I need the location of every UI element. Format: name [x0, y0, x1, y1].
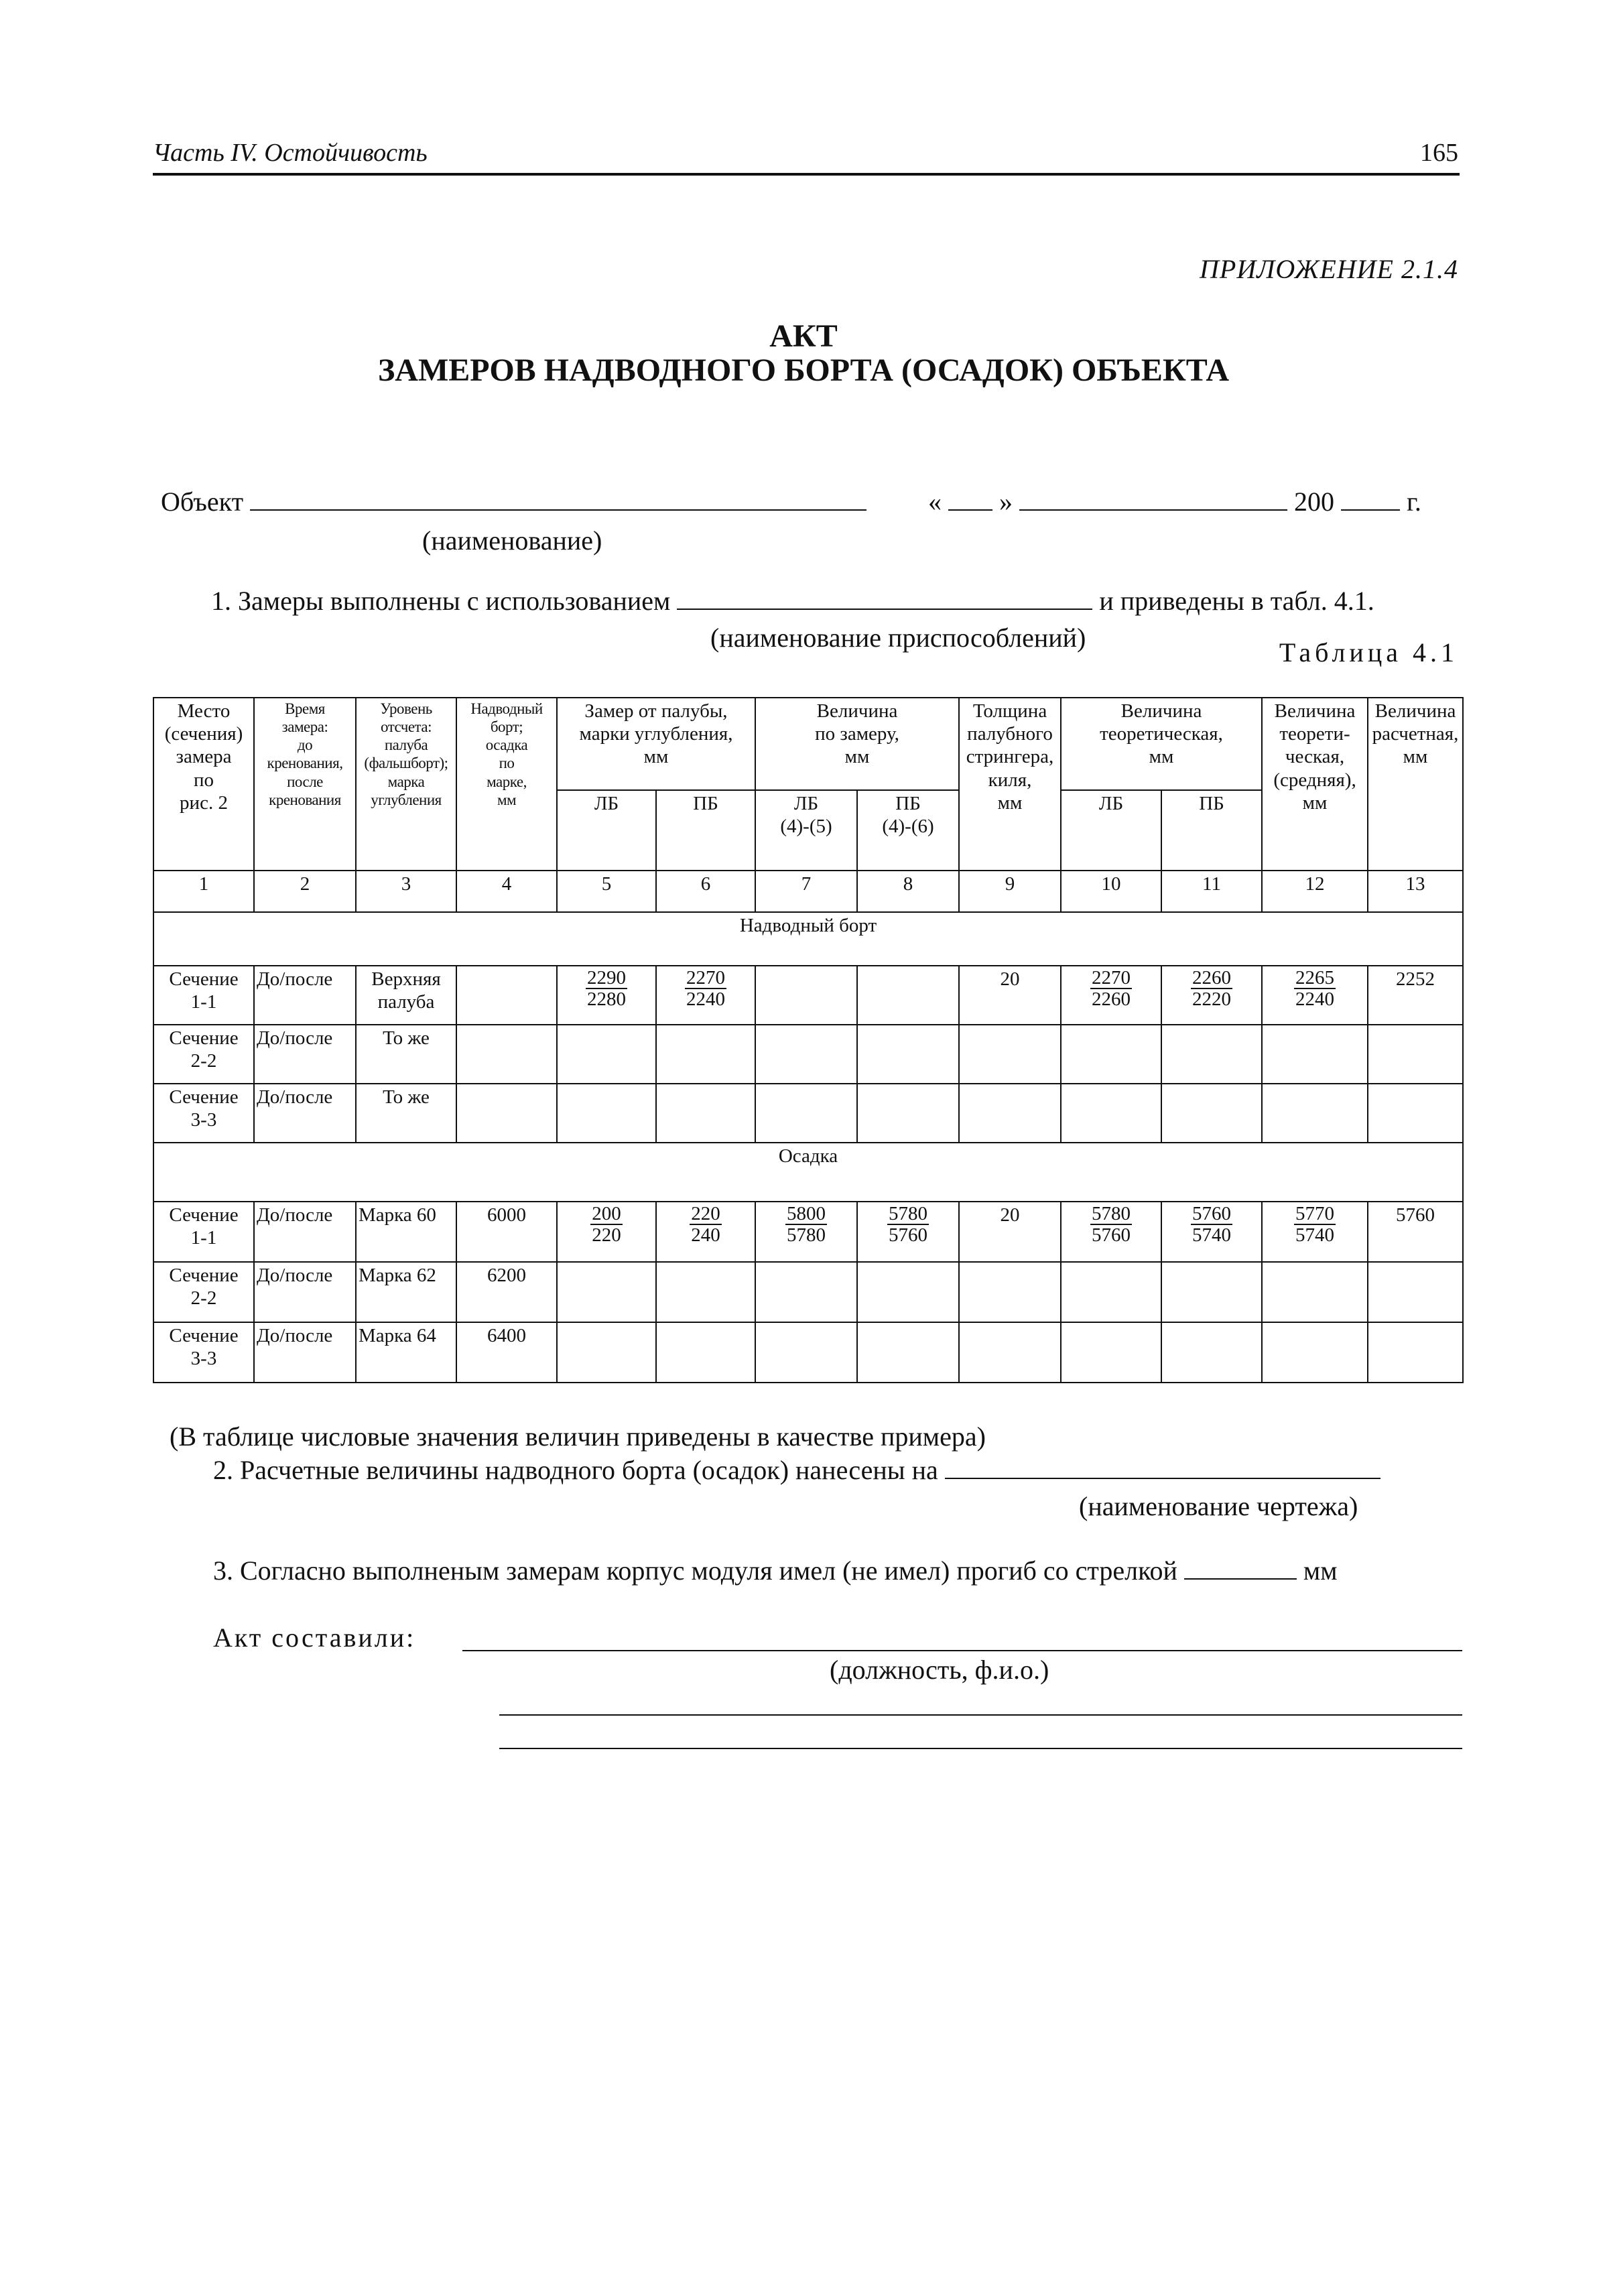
item1-text: 1. Замеры выполнены с использованием — [211, 586, 671, 616]
header-theoretical-average: Величина теорети- ческая, (средняя), мм — [1262, 698, 1368, 871]
year-field[interactable] — [1341, 487, 1400, 511]
header-freeboard-draft: Надводный борт; осадка по марке, мм — [456, 698, 557, 871]
cell-time: До/после — [254, 1322, 356, 1383]
cell-place: Сечение 1-1 — [153, 1202, 254, 1262]
header-pb-46: ПБ (4)-(6) — [857, 790, 959, 871]
cell-c9 — [959, 1262, 1061, 1322]
year-suffix: г. — [1407, 487, 1421, 517]
cell-c12 — [1262, 1262, 1368, 1322]
cell-c11 — [1161, 1025, 1262, 1084]
cell-c4 — [456, 966, 557, 1025]
cell-c8 — [857, 1025, 959, 1084]
object-line — [161, 486, 866, 517]
col-number: 11 — [1161, 871, 1262, 912]
col-number: 8 — [857, 871, 959, 912]
page-number: 165 — [1420, 139, 1458, 167]
cell-c9: 20 — [959, 1202, 1061, 1262]
table-row — [153, 966, 1463, 1025]
header-calculated-value: Величина расчетная, мм — [1368, 698, 1463, 871]
fraction-num: 5780 — [889, 1203, 927, 1224]
cell-c11 — [1161, 1202, 1262, 1262]
cell-c4: 6000 — [456, 1202, 557, 1262]
table-row — [153, 1025, 1463, 1084]
cell-c7 — [755, 1262, 857, 1322]
cell-c7 — [755, 1084, 857, 1143]
cell-c5 — [557, 1084, 656, 1143]
cell-level: Марка 60 — [356, 1202, 456, 1262]
item3-line — [213, 1555, 1338, 1586]
month-field[interactable] — [1019, 487, 1287, 511]
col-number: 3 — [356, 871, 456, 912]
table-row — [153, 1202, 1463, 1262]
cell-c7 — [755, 966, 857, 1025]
col-number: 2 — [254, 871, 356, 912]
header-measured-value: Величина по замеру, мм — [755, 698, 959, 790]
date-line — [928, 486, 1421, 517]
header-place: Место (сечения) замера по рис. 2 — [153, 698, 254, 871]
fraction — [685, 968, 726, 1010]
cell-c5 — [557, 1262, 656, 1322]
fraction-den: 5740 — [1295, 1224, 1335, 1247]
cell-c11 — [1161, 1322, 1262, 1383]
cell-place: Сечение 3-3 — [153, 1084, 254, 1143]
cell-c13: 2252 — [1368, 966, 1463, 1025]
cell-c8 — [857, 1322, 959, 1383]
cell-c13 — [1368, 1322, 1463, 1383]
cell-level: Марка 62 — [356, 1262, 456, 1322]
cell-c10 — [1061, 966, 1161, 1025]
header-rule — [153, 173, 1460, 176]
quote-close: » — [999, 487, 1013, 517]
cell-place: Сечение 1-1 — [153, 966, 254, 1025]
instruments-field[interactable] — [677, 586, 1092, 610]
signatures-hint: (должность, ф.и.о.) — [830, 1655, 1049, 1685]
fraction-den: 240 — [691, 1224, 720, 1247]
header-pb: ПБ — [1161, 790, 1262, 871]
cell-c11 — [1161, 966, 1262, 1025]
header-lb: ЛБ — [1061, 790, 1161, 871]
cell-c4 — [456, 1025, 557, 1084]
cell-c10 — [1061, 1262, 1161, 1322]
cell-c11 — [1161, 1262, 1262, 1322]
item2-hint: (наименование чертежа) — [1079, 1491, 1358, 1521]
fraction-num: 2265 — [1295, 967, 1335, 988]
col-number: 10 — [1061, 871, 1161, 912]
fraction-den: 5780 — [787, 1224, 826, 1247]
header-lb: ЛБ — [557, 790, 656, 871]
col-number: 12 — [1262, 871, 1368, 912]
fraction — [1294, 1204, 1336, 1246]
cell-c9: 20 — [959, 966, 1061, 1025]
item1-line — [211, 585, 1374, 617]
cell-c6 — [656, 1025, 755, 1084]
fraction-den: 2240 — [1295, 988, 1335, 1011]
fraction-num: 5760 — [1192, 1203, 1232, 1224]
item1-text-after: и приведены в табл. 4.1. — [1099, 586, 1374, 616]
cell-c12 — [1262, 1322, 1368, 1383]
fraction — [887, 1204, 929, 1246]
cell-c11 — [1161, 1084, 1262, 1143]
fraction-den: 2220 — [1192, 988, 1232, 1011]
col-number: 1 — [153, 871, 254, 912]
item3-text: 3. Согласно выполненым замерам корпус модуля имел (не имел) прогиб со стрелкой — [213, 1555, 1177, 1586]
object-name-field[interactable] — [250, 487, 866, 511]
cell-level: Марка 64 — [356, 1322, 456, 1383]
signature-line-1[interactable] — [462, 1650, 1462, 1651]
running-header: Часть IV. Остойчивость — [153, 139, 428, 167]
fraction-den: 5760 — [1092, 1224, 1131, 1247]
cell-c10 — [1061, 1025, 1161, 1084]
cell-c9 — [959, 1322, 1061, 1383]
fraction-num: 2270 — [686, 967, 725, 988]
fraction-num: 5800 — [787, 1203, 826, 1224]
cell-c5 — [557, 966, 656, 1025]
measurements-table — [153, 697, 1464, 1383]
table-row — [153, 1084, 1463, 1143]
item1-hint: (наименование приспособлений) — [710, 623, 1086, 653]
cell-c7 — [755, 1202, 857, 1262]
doc-title: АКТ — [769, 318, 838, 354]
cell-time: До/после — [254, 1084, 356, 1143]
fraction-den: 5760 — [889, 1224, 927, 1247]
fraction-num: 2270 — [1092, 967, 1131, 988]
col-number: 13 — [1368, 871, 1463, 912]
cell-c4: 6200 — [456, 1262, 557, 1322]
header-pb: ПБ — [656, 790, 755, 871]
fraction-num: 2290 — [587, 967, 626, 988]
drawing-name-field[interactable] — [945, 1455, 1380, 1479]
cell-c10 — [1061, 1322, 1161, 1383]
cell-c8 — [857, 966, 959, 1025]
cell-c6 — [656, 1202, 755, 1262]
fraction-num: 200 — [592, 1203, 621, 1224]
fraction-num: 5780 — [1092, 1203, 1131, 1224]
fraction — [1191, 1204, 1232, 1246]
fraction-num: 5770 — [1295, 1203, 1335, 1224]
fraction-den: 220 — [592, 1224, 621, 1247]
signature-line-3[interactable] — [499, 1748, 1462, 1749]
section-draft: Осадка — [153, 1143, 1463, 1202]
header-level: Уровень отсчета: палуба (фальшборт); марка углубления — [356, 698, 456, 871]
fraction — [586, 968, 627, 1010]
cell-c9 — [959, 1025, 1061, 1084]
cell-time: До/после — [254, 966, 356, 1025]
col-number: 5 — [557, 871, 656, 912]
table-row — [153, 1322, 1463, 1383]
header-stringer-thickness: Толщина палубного стрингера, киля, мм — [959, 698, 1061, 871]
cell-c8 — [857, 1202, 959, 1262]
day-field[interactable] — [948, 487, 992, 511]
cell-time: До/после — [254, 1025, 356, 1084]
cell-c12 — [1262, 1084, 1368, 1143]
col-number: 6 — [656, 871, 755, 912]
cell-level: То же — [356, 1025, 456, 1084]
cell-c8 — [857, 1262, 959, 1322]
cell-c13 — [1368, 1025, 1463, 1084]
fraction — [1090, 968, 1132, 1010]
col-number: 4 — [456, 871, 557, 912]
item2-line — [213, 1454, 1380, 1486]
cell-c12 — [1262, 1202, 1368, 1262]
fraction — [1090, 1204, 1132, 1246]
col-number: 7 — [755, 871, 857, 912]
fraction — [690, 1204, 722, 1246]
object-hint: (наименование) — [422, 525, 602, 556]
cell-c13 — [1368, 1262, 1463, 1322]
cell-c5 — [557, 1322, 656, 1383]
col-number: 9 — [959, 871, 1061, 912]
fraction-den: 2280 — [587, 988, 626, 1011]
column-numbers-row — [153, 871, 1463, 912]
header-theoretical-value: Величина теоретическая, мм — [1061, 698, 1262, 790]
header-time: Время замера: до кренования, после кренования — [254, 698, 356, 871]
cell-time: До/после — [254, 1202, 356, 1262]
cell-c4 — [456, 1084, 557, 1143]
cell-c12 — [1262, 966, 1368, 1025]
signature-line-2[interactable] — [499, 1714, 1462, 1716]
cell-level: То же — [356, 1084, 456, 1143]
cell-place: Сечение 2-2 — [153, 1025, 254, 1084]
cell-c4: 6400 — [456, 1322, 557, 1383]
header-lb-45: ЛБ (4)-(5) — [755, 790, 857, 871]
example-note: (В таблице числовые значения величин приведены в качестве примера) — [170, 1421, 986, 1452]
cell-c12 — [1262, 1025, 1368, 1084]
fraction — [590, 1204, 623, 1246]
cell-c5 — [557, 1025, 656, 1084]
section-freeboard: Надводный борт — [153, 912, 1463, 966]
table-row — [153, 1262, 1463, 1322]
fraction — [785, 1204, 827, 1246]
cell-level: Верхняя палуба — [356, 966, 456, 1025]
cell-place: Сечение 3-3 — [153, 1322, 254, 1383]
cell-place: Сечение 2-2 — [153, 1262, 254, 1322]
deflection-field[interactable] — [1184, 1555, 1297, 1580]
object-label: Объект — [161, 487, 244, 517]
cell-c7 — [755, 1025, 857, 1084]
fraction-den: 2240 — [686, 988, 725, 1011]
cell-c13: 5760 — [1368, 1202, 1463, 1262]
year-prefix: 200 — [1294, 487, 1334, 517]
fraction-num: 220 — [691, 1203, 720, 1224]
cell-c7 — [755, 1322, 857, 1383]
fraction — [1191, 968, 1232, 1010]
item3-unit: мм — [1303, 1555, 1338, 1586]
quote-open: « — [928, 487, 942, 517]
cell-c10 — [1061, 1084, 1161, 1143]
cell-c9 — [959, 1084, 1061, 1143]
cell-c5 — [557, 1202, 656, 1262]
cell-c6 — [656, 1262, 755, 1322]
fraction-num: 2260 — [1192, 967, 1232, 988]
item2-text: 2. Расчетные величины надводного борта (осадок) нанесены на — [213, 1455, 938, 1485]
appendix-label: ПРИЛОЖЕНИЕ 2.1.4 — [1200, 254, 1458, 284]
header-measure-from-deck: Замер от палубы, марки углубления, мм — [557, 698, 755, 790]
cell-time: До/после — [254, 1262, 356, 1322]
table-caption: Таблица 4.1 — [1279, 637, 1458, 667]
fraction-den: 2260 — [1092, 988, 1131, 1011]
cell-c6 — [656, 1322, 755, 1383]
doc-subtitle: ЗАМЕРОВ НАДВОДНОГО БОРТА (ОСАДОК) ОБЪЕКТА — [377, 353, 1230, 388]
fraction — [1294, 968, 1336, 1010]
cell-c6 — [656, 966, 755, 1025]
signatures-label: Акт составили: — [213, 1622, 416, 1653]
cell-c13 — [1368, 1084, 1463, 1143]
cell-c6 — [656, 1084, 755, 1143]
cell-c10 — [1061, 1202, 1161, 1262]
cell-c8 — [857, 1084, 959, 1143]
fraction-den: 5740 — [1192, 1224, 1232, 1247]
